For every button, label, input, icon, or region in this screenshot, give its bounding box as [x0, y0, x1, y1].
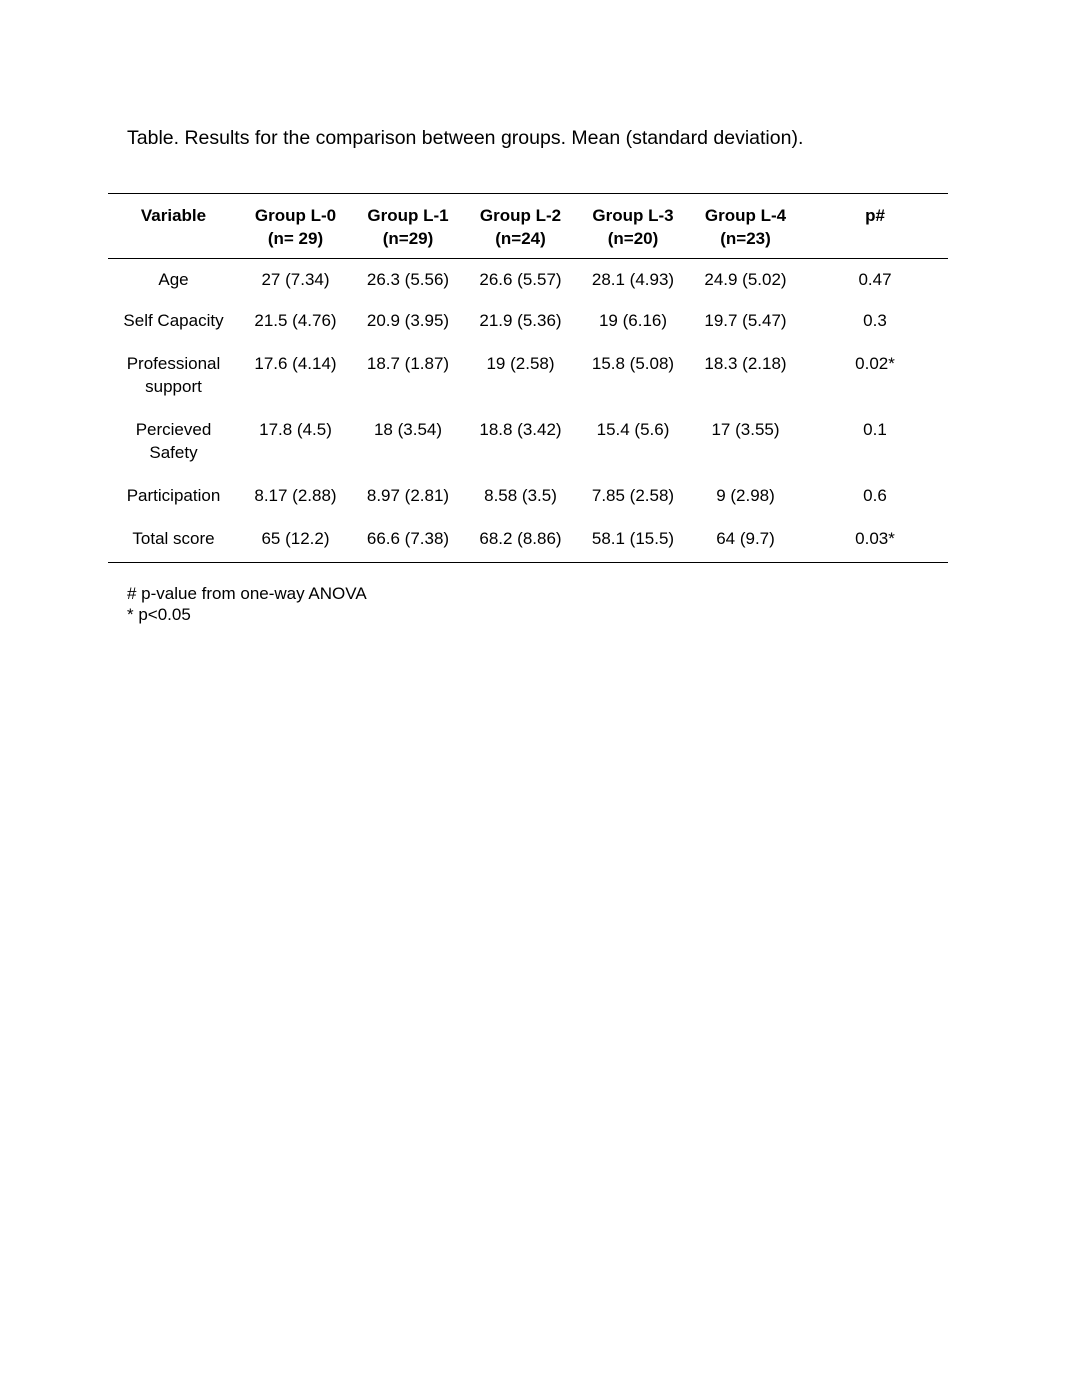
header-n: (n=20): [607, 229, 659, 248]
value-cell: 19 (2.58): [486, 354, 555, 373]
table-row: [108, 518, 948, 563]
variable-name-cont: support: [145, 377, 202, 396]
variable-cell: [108, 475, 239, 518]
table-header-row: [108, 194, 948, 259]
table-row: [108, 259, 948, 301]
variable-name: Professional: [126, 354, 221, 373]
value-cell: 15.4 (5.6): [596, 420, 670, 439]
value-cell: 18.7 (1.87): [366, 354, 450, 373]
value-cell: 65 (12.2): [261, 529, 330, 548]
p-value-cell: 0.03*: [855, 529, 895, 548]
value-cell: 24.9 (5.02): [704, 270, 787, 289]
value-cell: 27 (7.34): [261, 270, 330, 289]
header-group-l0: [239, 194, 352, 259]
variable-cell: [108, 343, 239, 409]
header-n: (n=29): [382, 229, 434, 248]
table-row: [108, 409, 948, 475]
value-cell: 8.58 (3.5): [484, 486, 557, 505]
header-variable: [108, 194, 239, 259]
value-cell: 8.97 (2.81): [366, 486, 450, 505]
results-table: [108, 193, 948, 563]
variable-name: Age: [158, 270, 189, 289]
variable-name-cont: Safety: [149, 443, 198, 462]
value-cell: 28.1 (4.93): [591, 270, 675, 289]
value-cell: 26.6 (5.57): [479, 270, 562, 289]
table-row: [108, 343, 948, 409]
header-label: Group L-2: [479, 206, 562, 225]
variable-cell: [108, 300, 239, 343]
value-cell: 21.5 (4.76): [254, 311, 337, 330]
variable-name: Total score: [132, 529, 215, 548]
variable-cell: [108, 409, 239, 475]
header-label: Group L-3: [592, 206, 674, 225]
value-cell: 18.8 (3.42): [479, 420, 562, 439]
p-value-cell: 0.02*: [855, 354, 895, 373]
value-cell: 18.3 (2.18): [704, 354, 787, 373]
value-cell: 19.7 (5.47): [704, 311, 787, 330]
header-n: (n=23): [720, 229, 771, 248]
p-value-cell: 0.1: [863, 420, 887, 439]
header-label: p#: [865, 206, 885, 225]
value-cell: 8.17 (2.88): [254, 486, 337, 505]
p-value-cell: 0.3: [863, 311, 887, 330]
variable-cell: [108, 259, 239, 301]
p-value-cell: 0.47: [858, 270, 892, 289]
value-cell: 66.6 (7.38): [366, 529, 450, 548]
variable-cell: [108, 518, 239, 563]
value-cell: 9 (2.98): [716, 486, 775, 505]
header-label: Group L-1: [367, 206, 449, 225]
variable-name: Self Capacity: [123, 311, 224, 330]
table-footnotes: [127, 583, 367, 625]
value-cell: 7.85 (2.58): [591, 486, 675, 505]
p-value-cell: 0.6: [863, 486, 887, 505]
header-p-value: [802, 194, 948, 259]
header-group-l4: [689, 194, 802, 259]
header-label: Variable: [140, 206, 207, 225]
table-row: [108, 300, 948, 343]
header-group-l3: [577, 194, 689, 259]
footnote-anova: # p-value from one-way ANOVA: [127, 584, 367, 603]
value-cell: 17.6 (4.14): [254, 354, 337, 373]
header-n: (n=24): [495, 229, 546, 248]
variable-name: Percieved: [135, 420, 212, 439]
value-cell: 26.3 (5.56): [366, 270, 450, 289]
table-caption: Table. Results for the comparison between groups. Mean (standard deviation).: [127, 127, 804, 149]
value-cell: 17.8 (4.5): [259, 420, 332, 439]
value-cell: 15.8 (5.08): [591, 354, 675, 373]
value-cell: 18 (3.54): [373, 420, 443, 439]
value-cell: 68.2 (8.86): [479, 529, 562, 548]
value-cell: 21.9 (5.36): [479, 311, 562, 330]
value-cell: 58.1 (15.5): [591, 529, 675, 548]
table-row: [108, 475, 948, 518]
value-cell: 17 (3.55): [711, 420, 780, 439]
header-group-l2: [464, 194, 577, 259]
header-group-l1: [352, 194, 464, 259]
value-cell: 19 (6.16): [598, 311, 668, 330]
value-cell: 64 (9.7): [716, 529, 775, 548]
header-label: Group L-0: [254, 206, 337, 225]
value-cell: 20.9 (3.95): [366, 311, 450, 330]
header-label: Group L-4: [704, 206, 787, 225]
variable-name: Participation: [126, 486, 221, 505]
footnote-significance: * p<0.05: [127, 605, 191, 624]
header-n: (n= 29): [267, 229, 324, 248]
